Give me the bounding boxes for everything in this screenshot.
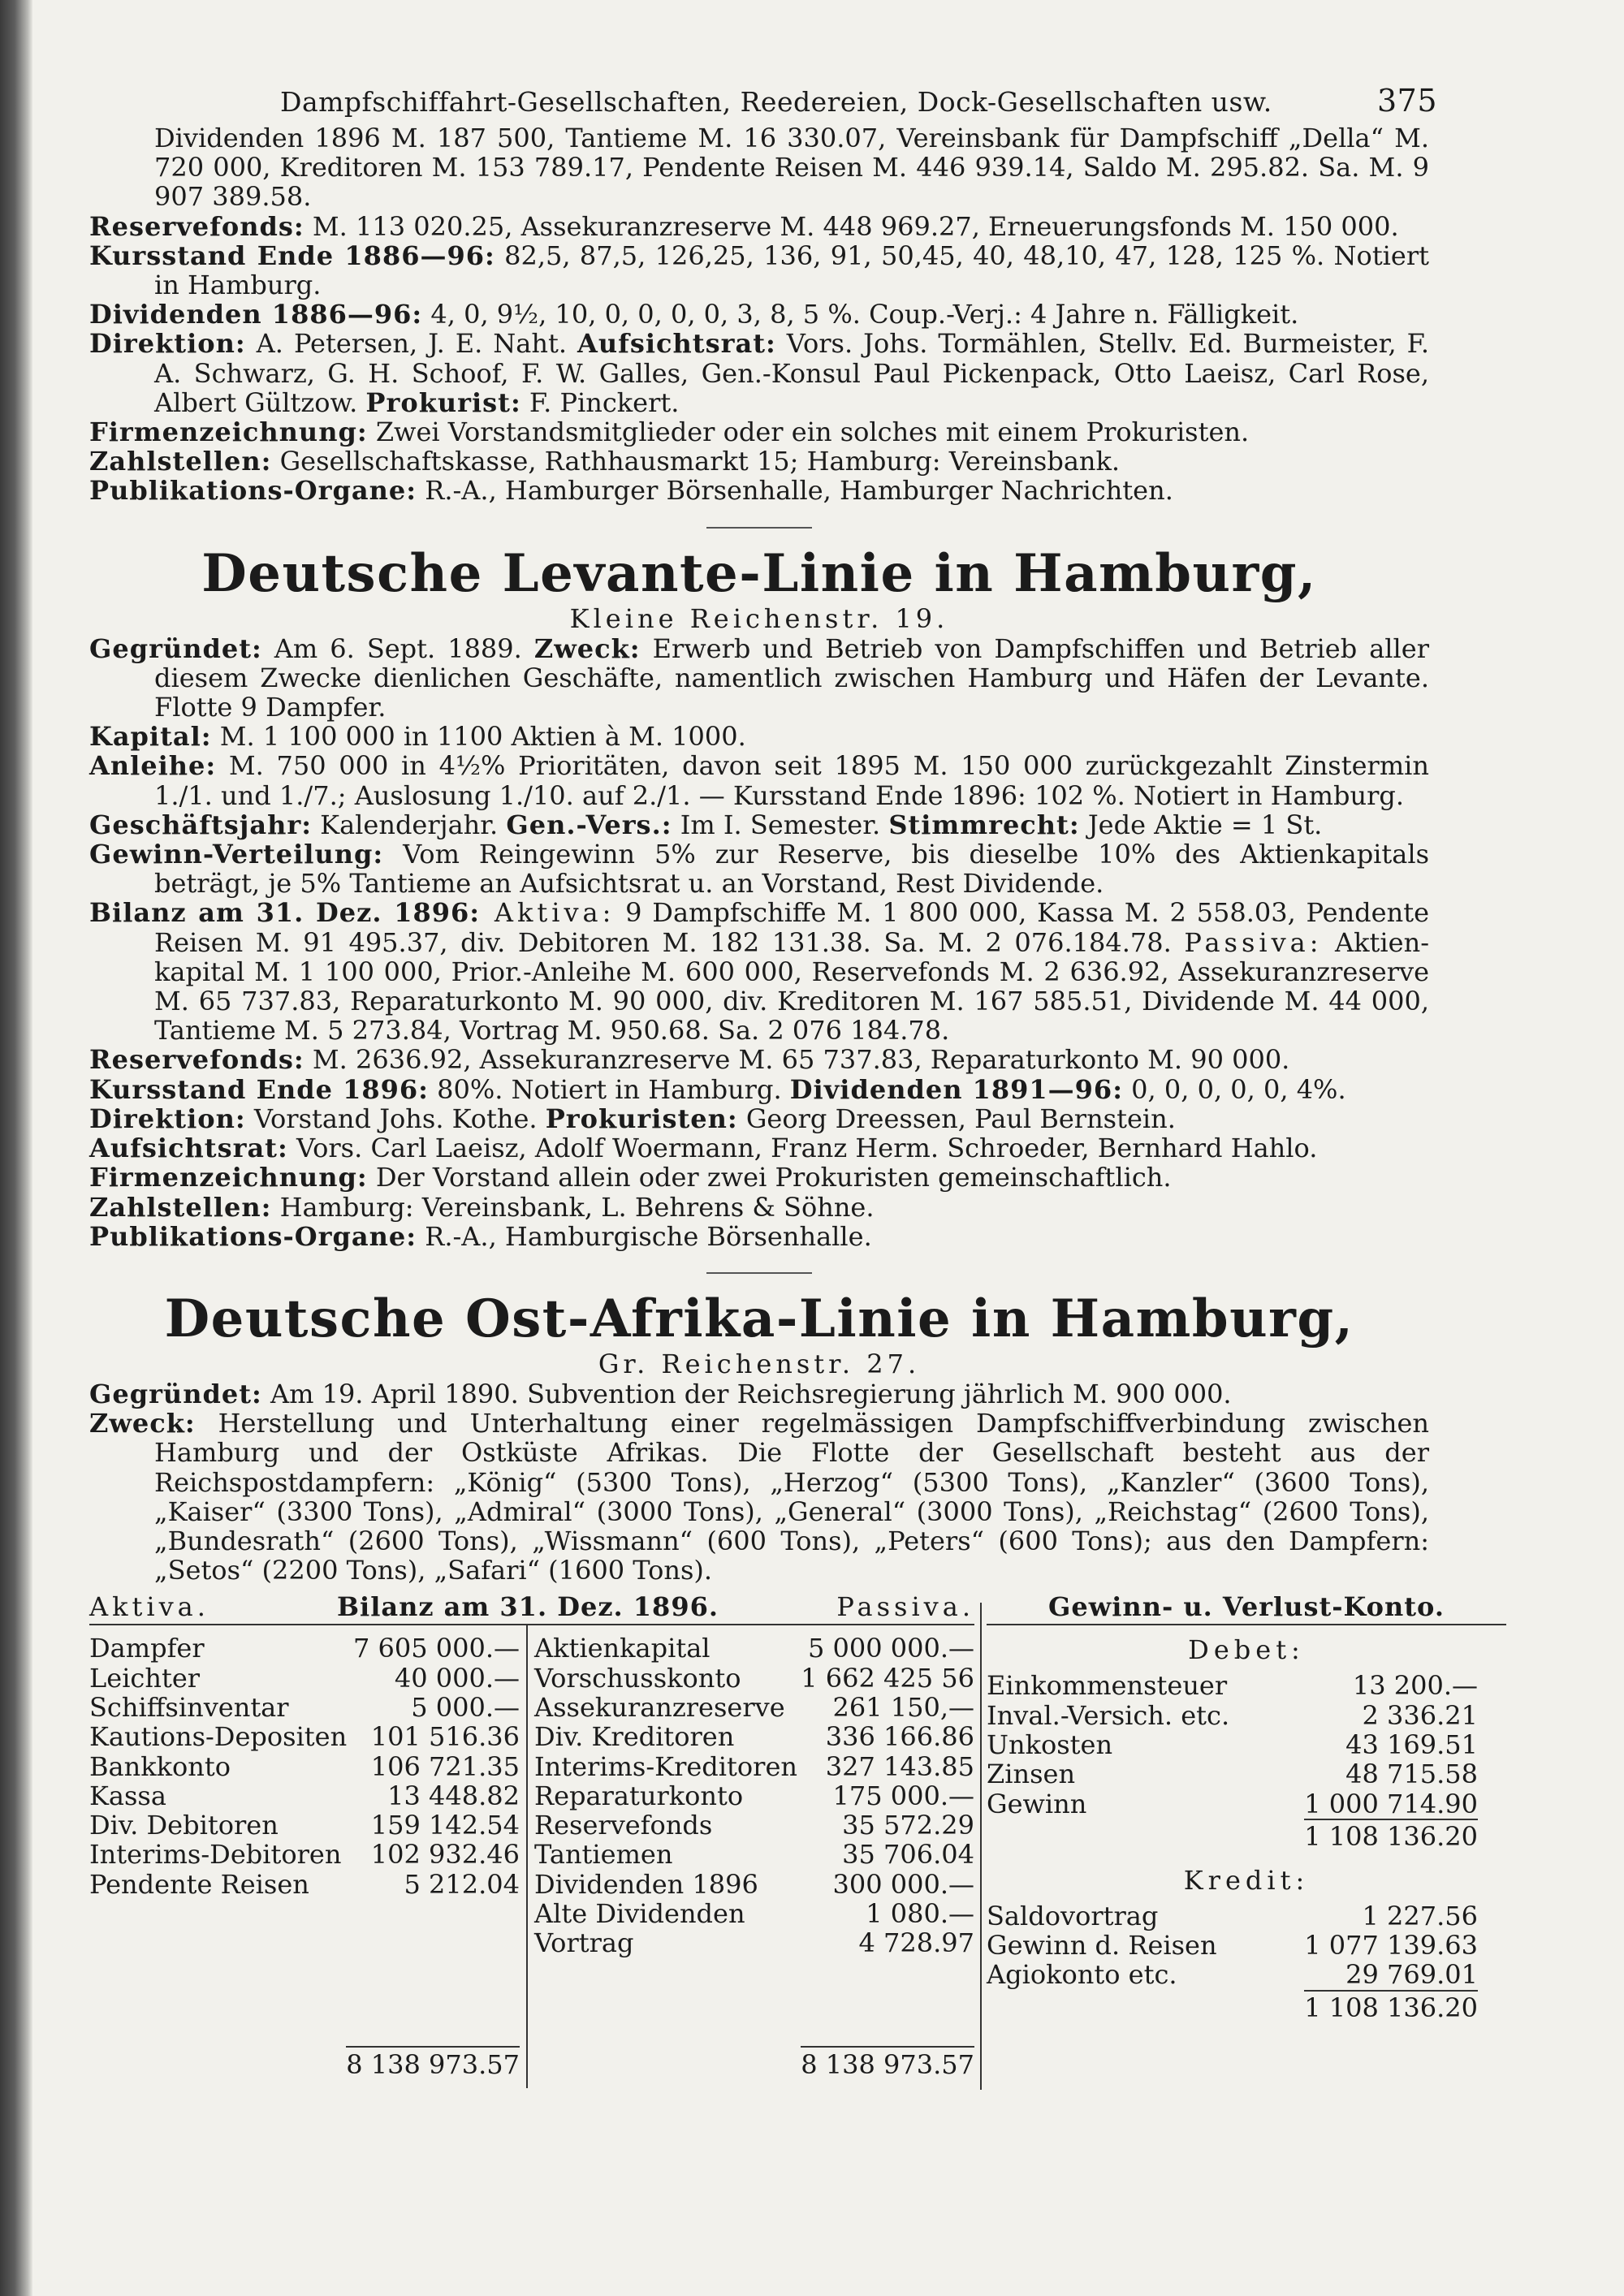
- levante-reservefonds: Reservefonds: M. 2636.92, Assekuranzreserve M. 65 737.83, Reparaturkonto M. 90 000.: [89, 1044, 1290, 1076]
- row-label: Div. Debitoren: [89, 1810, 279, 1841]
- kredit-total: 1 108 136.20: [1304, 1990, 1478, 2022]
- levante-firmenzeichnung: Firmenzeichnung: Der Vorstand allein oder zwei Prokuristen gemeinschaftlich.: [89, 1162, 1172, 1193]
- aktiva-row: [89, 1840, 520, 1869]
- debet-total: 1 108 136.20: [1304, 1819, 1478, 1851]
- row-amount: 48 715.58: [1345, 1759, 1478, 1790]
- debet-row: [987, 1789, 1478, 1819]
- row-amount: 7 605 000.—: [352, 1633, 520, 1664]
- row-label: Alte Dividenden: [534, 1898, 745, 1929]
- entry-ost-afrika-linie: [89, 1288, 1478, 2095]
- prev-publikations-organe: Publikations-Organe: R.-A., Hamburger Börsenhalle, Hamburger Nachrichten.: [89, 475, 1173, 507]
- table-divider: [980, 1603, 982, 2090]
- levante-publikations-organe: Publikations-Organe: R.-A., Hamburgische Börsenhalle.: [89, 1220, 872, 1252]
- passiva-row: [534, 1693, 974, 1722]
- row-amount: 175 000.—: [832, 1780, 974, 1811]
- table-rule: [89, 1624, 974, 1625]
- aktiva-label: Aktiva.: [89, 1591, 209, 1623]
- passiva-label: Passiva.: [836, 1591, 974, 1623]
- row-label: Gewinn: [987, 1788, 1087, 1819]
- prev-dividenden: Dividenden 1886—96: 4, 0, 9½, 10, 0, 0, 0, 0, 3, 8, 5 %. Coup.-Verj.: 4 Jahre n. Fälligkeit.: [89, 299, 1299, 330]
- passiva-row: [534, 1928, 974, 1957]
- row-label: Div. Kreditoren: [534, 1721, 735, 1753]
- running-head: [89, 75, 1437, 123]
- passiva-row: [534, 1810, 974, 1840]
- section-divider: [706, 1272, 812, 1274]
- row-label: Kassa: [89, 1780, 166, 1811]
- row-amount: 40 000.—: [394, 1662, 520, 1694]
- row-label: Einkommensteuer: [987, 1670, 1228, 1702]
- entry-address: Gr. Reichenstr. 27.: [598, 1348, 921, 1379]
- levante-geschaeftsjahr: Geschäftsjahr: Kalenderjahr. Gen.-Vers.: Im I. Semester. Stimmrecht: Jede Aktie = 1 St.: [89, 809, 1323, 840]
- row-amount: 327 143.85: [825, 1750, 974, 1782]
- row-amount: 29 769.01: [1345, 1959, 1478, 1991]
- row-amount: 102 932.46: [370, 1839, 520, 1871]
- aktiva-row: [89, 1870, 520, 1899]
- row-amount: 13 200.—: [1352, 1670, 1478, 1702]
- passiva-column: [534, 1634, 974, 1957]
- row-label: Reparaturkonto: [534, 1780, 744, 1811]
- kredit-row: [987, 1960, 1478, 1989]
- row-amount: 1 662 425 56: [801, 1662, 974, 1694]
- kredit-list: [987, 1901, 1506, 1990]
- row-amount: 5 000 000.—: [807, 1633, 974, 1664]
- row-label: Unkosten: [987, 1728, 1113, 1760]
- row-label: Pendente Reisen: [89, 1868, 309, 1900]
- column-divider: [526, 1625, 528, 2088]
- row-label: Dividenden 1896: [534, 1868, 758, 1900]
- running-head-title: Dampfschiffahrt-Gesellschaften, Reedereien, Dock-Gesellschaften usw.: [280, 86, 1272, 118]
- row-amount: 2 336.21: [1362, 1699, 1478, 1731]
- prev-reservefonds: Reservefonds: M. 113 020.25, Assekuranzreserve M. 448 969.27, Erneuerungsfonds M. 150 000.: [89, 210, 1399, 242]
- row-label: Assekuranzreserve: [534, 1691, 785, 1723]
- row-label: Vorschusskonto: [534, 1662, 741, 1694]
- row-label: Saldovortrag: [987, 1900, 1159, 1931]
- passiva-row: [534, 1664, 974, 1693]
- levante-bilanz: Bilanz am 31. Dez. 1896: Aktiva: 9 Dampfschiffe M. 1 800 000, Kassa M. 2 558.03, Pendente Reisen M. 91 495.37, div. Debitoren M. 182 131.38. Sa. M. 2 076.184.78. Passiva: Aktien-kapital M. 1 100 000, Prior.-Anleihe M. 600 000, Reservefonds M. 2 636.92, Assekuranzreserve M. 65 737.83, Reparaturkonto M. 90 000, div. Kreditoren M. 167 585.51, Dividende M. 44 000, Tantieme M. 5 273.84, Vortrag M. 950.68. Sa. 2 076 184.78.: [89, 897, 1430, 1047]
- debet-list: [987, 1671, 1506, 1818]
- section-divider: [706, 527, 812, 529]
- aktiva-row: [89, 1664, 520, 1693]
- row-amount: 1 000 714.90: [1304, 1788, 1478, 1819]
- aktiva-row: [89, 1810, 520, 1840]
- ostafrika-gegruendet: Gegründet: Am 19. April 1890. Subvention der Reichsregierung jährlich M. 900 000.: [89, 1378, 1232, 1409]
- row-label: Schiffsinventar: [89, 1691, 289, 1723]
- aktiva-row: [89, 1693, 520, 1722]
- row-label: Zinsen: [987, 1759, 1076, 1790]
- row-amount: 1 080.—: [866, 1898, 974, 1929]
- row-label: Agiokonto etc.: [987, 1959, 1177, 1991]
- financial-tables: [89, 1591, 1478, 2095]
- bilanz-title: Bilanz am 31. Dez. 1896.: [337, 1591, 719, 1623]
- row-amount: 35 572.29: [842, 1810, 974, 1841]
- prev-direktion: Direktion: A. Petersen, J. E. Naht. Aufsichtsrat: Vors. Johs. Tormählen, Stellv. Ed. Burmeister, F. A. Schwarz, G. H. Schoof, F. W. Galles, Gen.-Konsul Paul Pickenpack, Otto Laeisz, Carl Rose, Albert Gültzow. Prokurist: F. Pinckert.: [89, 328, 1430, 418]
- passiva-row: [534, 1840, 974, 1869]
- aktiva-column: [89, 1634, 520, 1899]
- row-label: Vortrag: [534, 1927, 634, 1959]
- passiva-row: [534, 1752, 974, 1781]
- page-number: 375: [1376, 83, 1437, 119]
- debet-label: Debet:: [1188, 1634, 1305, 1666]
- aktiva-row: [89, 1781, 520, 1810]
- row-label: Kautions-Depositen: [89, 1721, 348, 1753]
- levante-gegruendet: Gegründet: Am 6. Sept. 1889. Zweck: Erwerb und Betrieb von Dampfschiffen und Betrieb aller diesem Zwecke dienlichen Geschäfte, namentlich zwischen Hamburg und Häfen der Levante. Flotte 9 Dampfer.: [89, 632, 1429, 723]
- levante-kapital: Kapital: M. 1 100 000 in 1100 Aktien à M. 1000.: [89, 721, 746, 753]
- previous-entry: [89, 123, 1429, 506]
- debet-row: [987, 1701, 1478, 1730]
- row-amount: 261 150,—: [832, 1691, 974, 1723]
- row-label: Reservefonds: [534, 1810, 713, 1841]
- passiva-row: [534, 1870, 974, 1899]
- aktiva-row: [89, 1722, 520, 1751]
- bilanz-table: [89, 1591, 974, 2081]
- row-amount: 336 166.86: [825, 1721, 974, 1753]
- page: [89, 75, 1478, 2095]
- row-label: Bankkonto: [89, 1750, 231, 1782]
- prev-kursstand: Kursstand Ende 1886—96: 82,5, 87,5, 126,25, 136, 91, 50,45, 40, 48,10, 47, 128, 125 %. Notiert in Hamburg.: [89, 240, 1430, 301]
- levante-gewinn-verteilung: Gewinn-Verteilung: Vom Reingewinn 5% zur Reserve, bis dieselbe 10% des Aktienkapitals beträgt, je 5% Tantieme an Aufsichtsrat u. an Vorstand, Rest Dividende.: [89, 839, 1429, 900]
- row-label: Inval.-Versich. etc.: [987, 1699, 1230, 1731]
- row-label: Leichter: [89, 1662, 201, 1694]
- aktiva-row: [89, 1752, 520, 1781]
- gewinn-verlust-table: [987, 1591, 1506, 2022]
- row-amount: 5 212.04: [404, 1868, 520, 1900]
- row-label: Aktienkapital: [534, 1633, 710, 1664]
- book-spine-shadow: [0, 0, 32, 2296]
- levante-zahlstellen: Zahlstellen: Hamburg: Vereinsbank, L. Behrens & Söhne.: [89, 1191, 875, 1223]
- aktiva-row: [89, 1634, 520, 1663]
- levante-direktion: Direktion: Vorstand Johs. Kothe. Prokuristen: Georg Dreessen, Paul Bernstein.: [89, 1103, 1176, 1134]
- levante-anleihe: Anleihe: M. 750 000 in 4½% Prioritäten, davon seit 1895 M. 150 000 zurückgezahlt Zinstermin 1./1. und 1./7.; Auslosung 1./10. auf 2./1. — Kursstand Ende 1896: 102 %. Notiert in Hamburg.: [89, 750, 1429, 811]
- row-amount: 159 142.54: [370, 1810, 520, 1841]
- debet-row: [987, 1759, 1478, 1789]
- row-amount: 35 706.04: [842, 1839, 974, 1871]
- prev-firmenzeichnung: Firmenzeichnung: Zwei Vorstandsmitglieder oder ein solches mit einem Prokuristen.: [89, 416, 1250, 448]
- debet-row: [987, 1671, 1478, 1700]
- entry-address: Kleine Reichenstr. 19.: [569, 602, 949, 634]
- bilanz-header: [89, 1591, 974, 1624]
- kredit-row: [987, 1931, 1478, 1960]
- row-amount: 5 000.—: [411, 1691, 520, 1723]
- row-amount: 43 169.51: [1345, 1728, 1478, 1760]
- entry-title: Deutsche Levante-Linie in Hamburg,: [201, 542, 1317, 604]
- passiva-row: [534, 1634, 974, 1663]
- row-label: Interims-Debitoren: [89, 1839, 342, 1871]
- row-label: Tantiemen: [534, 1839, 673, 1871]
- table-rule: [987, 1624, 1506, 1625]
- row-amount: 1 077 139.63: [1304, 1930, 1478, 1962]
- row-amount: 300 000.—: [832, 1868, 974, 1900]
- entry-title: Deutsche Ost-Afrika-Linie in Hamburg,: [164, 1288, 1354, 1349]
- passiva-row: [534, 1781, 974, 1810]
- passiva-row: [534, 1899, 974, 1928]
- passiva-row: [534, 1722, 974, 1751]
- aktiva-total: 8 138 973.57: [346, 2046, 520, 2080]
- entry-levante-linie: [89, 542, 1430, 1252]
- passiva-total: 8 138 973.57: [801, 2046, 974, 2080]
- debet-row: [987, 1730, 1478, 1759]
- row-amount: 106 721.35: [370, 1750, 520, 1782]
- ostafrika-zweck: Zweck: Herstellung und Unterhaltung einer regelmässigen Dampfschiffverbindung zwischen Hamburg und der Ostküste Afrikas. Die Flotte der Gesellschaft besteht aus der Reichspostdampfern: „König“ (5300 Tons), „Herzog“ (5300 Tons), „Kanzler“ (3600 Tons), „Kaiser“ (3300 Tons), „Admiral“ (3000 Tons), „General“ (3000 Tons), „Reichstag“ (2600 Tons), „Bundesrath“ (2600 Tons), „Wissmann“ (600 Tons), „Peters“ (600 Tons); aus den Dampfern: „Setos“ (2200 Tons), „Safari“ (1600 Tons).: [89, 1408, 1429, 1586]
- row-amount: 1 227.56: [1362, 1900, 1478, 1931]
- prev-bilanz-continuation: Dividenden 1896 M. 187 500, Tantieme M. 16 330.07, Vereinsbank für Dampfschiff „Della“ M. 720 000, Kreditoren M. 153 789.17, Pendente Reisen M. 446 939.14, Saldo M. 295.82. Sa. M. 9 907 389.58.: [154, 123, 1429, 213]
- row-label: Gewinn d. Reisen: [987, 1930, 1217, 1962]
- row-amount: 13 448.82: [387, 1780, 520, 1811]
- levante-aufsichtsrat: Aufsichtsrat: Vors. Carl Laeisz, Adolf Woermann, Franz Herm. Schroeder, Bernhard Hahlo.: [89, 1133, 1318, 1164]
- kredit-row: [987, 1901, 1478, 1931]
- row-label: Interims-Kreditoren: [534, 1750, 797, 1782]
- row-amount: 101 516.36: [370, 1721, 520, 1753]
- row-label: Dampfer: [89, 1633, 205, 1664]
- row-amount: 4 728.97: [858, 1927, 974, 1959]
- prev-zahlstellen: Zahlstellen: Gesellschaftskasse, Rathhausmarkt 15; Hamburg: Vereinsbank.: [89, 446, 1121, 477]
- gv-title: Gewinn- u. Verlust-Konto.: [1048, 1591, 1445, 1623]
- levante-kursstand: Kursstand Ende 1896: 80%. Notiert in Hamburg. Dividenden 1891—96: 0, 0, 0, 0, 0, 4%.: [89, 1073, 1346, 1105]
- kredit-label: Kredit:: [1183, 1864, 1310, 1896]
